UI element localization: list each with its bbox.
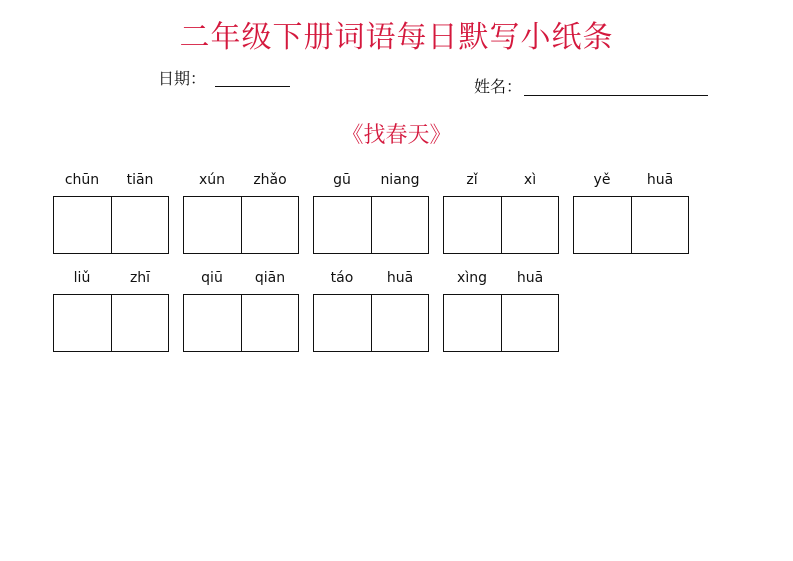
writing-box-pair <box>183 294 299 352</box>
pinyin-row <box>313 172 429 192</box>
lesson-title: 《找春天》 <box>341 123 452 148</box>
pinyin-label: gū <box>333 172 351 188</box>
writing-box-pair <box>313 196 429 254</box>
word-cell <box>53 172 169 192</box>
pinyin-label: qiān <box>254 270 286 286</box>
character-writing-box[interactable] <box>241 197 299 253</box>
character-writing-box[interactable] <box>371 197 429 253</box>
pinyin-row <box>53 270 169 290</box>
word-cell <box>53 270 169 290</box>
character-writing-box[interactable] <box>314 197 371 253</box>
pinyin-label: zhǎo <box>253 172 287 188</box>
writing-box-pair <box>53 196 169 254</box>
character-writing-box[interactable] <box>54 295 111 351</box>
pinyin-label: yě <box>593 172 611 188</box>
character-writing-box[interactable] <box>314 295 371 351</box>
character-writing-box[interactable] <box>444 295 501 351</box>
writing-box-pair <box>443 196 559 254</box>
pinyin-label: xìng <box>457 270 487 286</box>
word-cell <box>313 270 429 290</box>
pinyin-label: chūn <box>64 172 100 188</box>
word-cell <box>443 172 559 192</box>
date-label: 日期： <box>158 69 207 88</box>
character-writing-box[interactable] <box>501 197 559 253</box>
word-cell <box>443 270 559 290</box>
pinyin-row <box>443 172 559 192</box>
writing-box-pair <box>313 294 429 352</box>
word-cell <box>573 172 689 192</box>
pinyin-label: niang <box>380 172 420 188</box>
pinyin-label: táo <box>330 270 354 286</box>
worksheet-title: 二年级下册词语每日默写小纸条 <box>179 20 614 55</box>
word-cell <box>183 270 299 290</box>
character-writing-box[interactable] <box>371 295 429 351</box>
pinyin-label: xún <box>198 172 226 188</box>
pinyin-label: zhī <box>129 270 151 286</box>
writing-box-pair <box>183 196 299 254</box>
word-cell <box>313 172 429 192</box>
character-writing-box[interactable] <box>574 197 631 253</box>
writing-box-pair <box>53 294 169 352</box>
pinyin-row <box>183 172 299 192</box>
pinyin-row <box>573 172 689 192</box>
pinyin-label: huā <box>386 270 414 286</box>
pinyin-label: huā <box>516 270 544 286</box>
character-writing-box[interactable] <box>54 197 111 253</box>
pinyin-row <box>313 270 429 290</box>
date-blank-line[interactable] <box>215 86 290 87</box>
character-writing-box[interactable] <box>184 197 241 253</box>
character-writing-box[interactable] <box>631 197 689 253</box>
pinyin-row <box>183 270 299 290</box>
pinyin-label: xì <box>523 172 537 188</box>
character-writing-box[interactable] <box>444 197 501 253</box>
character-writing-box[interactable] <box>501 295 559 351</box>
name-label: 姓名： <box>474 77 523 96</box>
pinyin-label: liǔ <box>73 270 91 286</box>
character-writing-box[interactable] <box>111 295 169 351</box>
character-writing-box[interactable] <box>184 295 241 351</box>
pinyin-label: tiān <box>126 172 154 188</box>
pinyin-label: huā <box>646 172 674 188</box>
pinyin-row <box>53 172 169 192</box>
pinyin-row <box>443 270 559 290</box>
character-writing-box[interactable] <box>241 295 299 351</box>
pinyin-label: qiū <box>201 270 223 286</box>
pinyin-label: zǐ <box>466 172 478 188</box>
writing-box-pair <box>443 294 559 352</box>
word-cell <box>183 172 299 192</box>
name-blank-line[interactable] <box>524 95 708 96</box>
writing-box-pair <box>573 196 689 254</box>
character-writing-box[interactable] <box>111 197 169 253</box>
